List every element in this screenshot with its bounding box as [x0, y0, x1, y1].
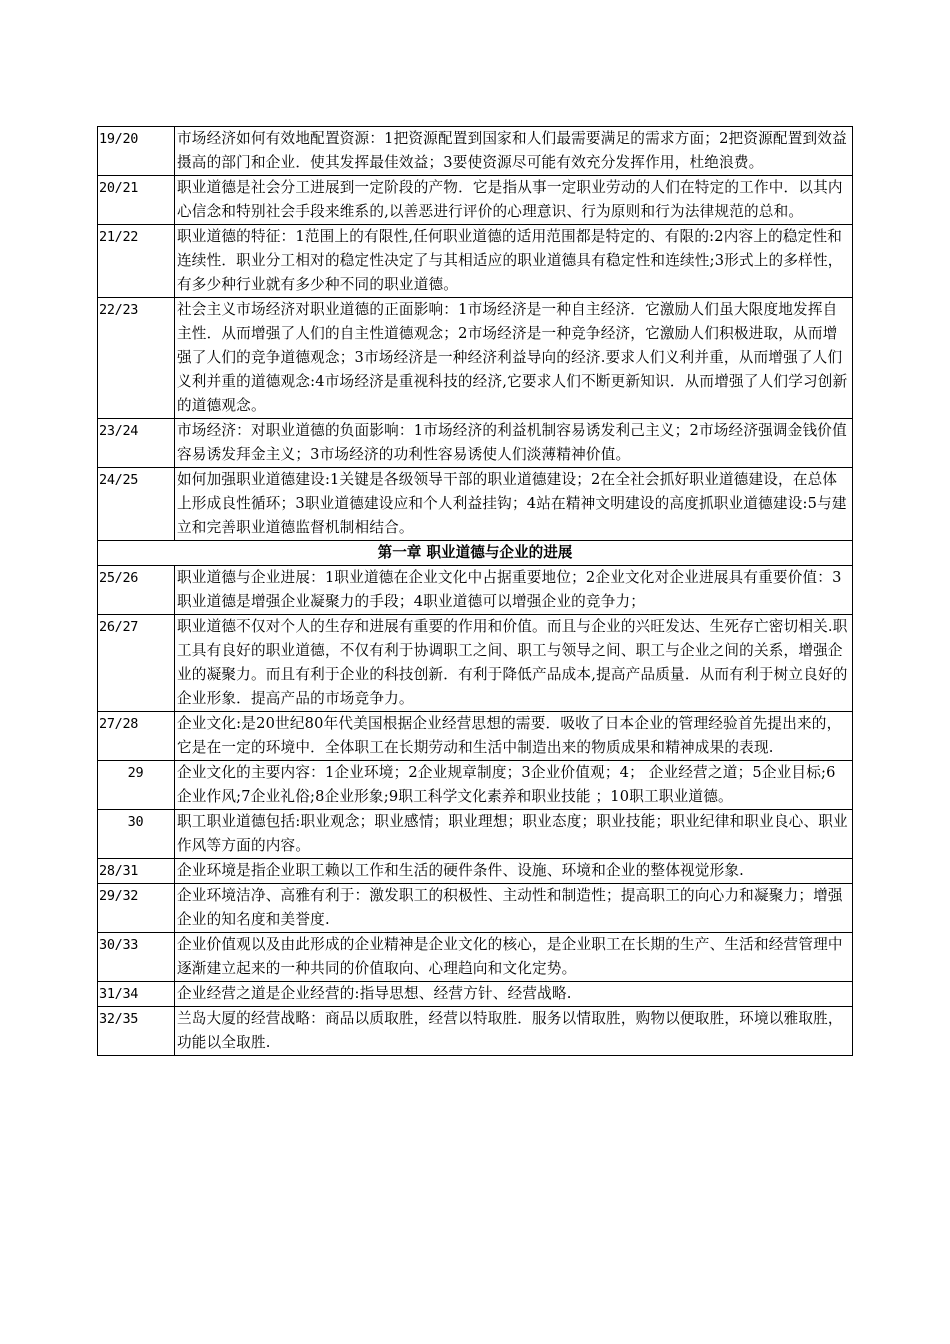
page-number-cell: 28/31: [98, 859, 175, 884]
content-cell: 市场经济：对职业道德的负面影响：1市场经济的利益机制容易诱发利己主义；2市场经济强调金钱价值容易诱发拜金主义；3市场经济的功利性容易诱使人们淡薄精神价值。: [175, 419, 853, 468]
content-table: [97, 126, 853, 1056]
table-row: [98, 982, 853, 1007]
table-row: [98, 566, 853, 615]
table-row: [98, 810, 853, 859]
table-row: [98, 176, 853, 225]
content-cell: 职业道德是社会分工进展到一定阶段的产物．它是指从事一定职业劳动的人们在特定的工作中．以其内心信念和特别社会手段来维系的,以善恶进行评价的心理意识、行为原则和行为法律规范的总和。: [175, 176, 853, 225]
page-number-cell: 29: [98, 761, 175, 810]
table-row: [98, 761, 853, 810]
table-row: [98, 1007, 853, 1056]
page-number-cell: 24/25: [98, 468, 175, 541]
page-number-cell: 32/35: [98, 1007, 175, 1056]
table-body: [98, 127, 853, 1056]
page-number-cell: 19/20: [98, 127, 175, 176]
page-number-cell: 23/24: [98, 419, 175, 468]
page-number-cell: 29/32: [98, 884, 175, 933]
content-cell: 如何加强职业道德建设:1关键是各级领导干部的职业道德建设；2在全社会抓好职业道德建设，在总体上形成良性循环；3职业道德建设应和个人利益挂钩；4站在精神文明建设的高度抓职业道德建设:5与建立和完善职业道德监督机制相结合。: [175, 468, 853, 541]
content-cell: 企业经营之道是企业经营的:指导思想、经营方针、经营战略.: [175, 982, 853, 1007]
content-cell: 市场经济如何有效地配置资源：1把资源配置到国家和人们最需要满足的需求方面；2把资源配置到效益摄高的部门和企业．使其发挥最佳效益；3要使资源尽可能有效充分发挥作用，杜绝浪费。: [175, 127, 853, 176]
content-cell: 兰岛大厦的经营战略：商品以质取胜，经营以特取胜．服务以情取胜，购物以便取胜，环境以雅取胜，功能以全取胜.: [175, 1007, 853, 1056]
page-number-cell: 25/26: [98, 566, 175, 615]
content-cell: 企业文化的主要内容：1企业环境；2企业规章制度；3企业价值观；4； 企业经营之道；5企业目标;6企业作风;7企业礼俗;8企业形象;9职工科学文化素养和职业技能 ；10职工职业道德。: [175, 761, 853, 810]
table-row: [98, 884, 853, 933]
page-number-cell: 31/34: [98, 982, 175, 1007]
content-cell: 企业环境洁净、高雅有利于：激发职工的积极性、主动性和制造性；提高职工的向心力和凝聚力；增强企业的知名度和美誉度.: [175, 884, 853, 933]
table-row: [98, 859, 853, 884]
content-cell: 职工职业道德包括:职业观念；职业感情；职业理想；职业态度；职业技能；职业纪律和职业良心、职业作风等方面的内容。: [175, 810, 853, 859]
page-number-cell: 27/28: [98, 712, 175, 761]
table-row: [98, 933, 853, 982]
content-cell: 社会主义市场经济对职业道德的正面影响：1市场经济是一种自主经济．它激励人们虽大限度地发挥自主性．从而增强了人们的自主性道德观念；2市场经济是一种竞争经济，它激励人们积极进取，从而增强了人们的竞争道德观念；3市场经济是一种经济利益导向的经济.要求人们义利并重，从而增强了人们义利并重的道德观念:4市场经济是重视科技的经济,它要求人们不断更新知识．从而增强了人们学习创新的道德观念。: [175, 298, 853, 419]
chapter-heading-row: [98, 541, 853, 566]
page-number-cell: 26/27: [98, 615, 175, 712]
table-row: [98, 615, 853, 712]
page-number-cell: 21/22: [98, 225, 175, 298]
page-number-cell: 30: [98, 810, 175, 859]
page-number-cell: 22/23: [98, 298, 175, 419]
chapter-heading: 第一章 职业道德与企业的进展: [98, 541, 853, 566]
page-number-cell: 20/21: [98, 176, 175, 225]
content-cell: 企业价值观以及由此形成的企业精神是企业文化的核心，是企业职工在长期的生产、生活和经营管理中逐渐建立起来的一种共同的价值取向、心理趋向和文化定势。: [175, 933, 853, 982]
content-cell: 企业环境是指企业职工赖以工作和生活的硬件条件、设施、环境和企业的整体视觉形象.: [175, 859, 853, 884]
table-row: [98, 225, 853, 298]
content-cell: 职业道德的特征：1范围上的有限性,任何职业道德的适用范围都是特定的、有限的:2内容上的稳定性和连续性．职业分工相对的稳定性决定了与其相适应的职业道德具有稳定性和连续性;3形式上的多样性，有多少种行业就有多少种不同的职业道德。: [175, 225, 853, 298]
page-number-cell: 30/33: [98, 933, 175, 982]
content-cell: 企业文化:是20世纪80年代美国根据企业经营思想的需要．吸收了日本企业的管理经验首先提出来的，它是在一定的环境中．全体职工在长期劳动和生活中制造出来的物质成果和精神成果的表现.: [175, 712, 853, 761]
table-row: [98, 712, 853, 761]
content-cell: 职业道德不仅对个人的生存和进展有重要的作用和价值。而且与企业的兴旺发达、生死存亡密切相关.职工具有良好的职业道德，不仅有利于协调职工之间、职工与领导之间、职工与企业之间的关系，增强企业的凝聚力。而且有利于企业的科技创新．有利于降低产品成本,提高产品质量．从而有利于树立良好的企业形象．提高产品的市场竞争力。: [175, 615, 853, 712]
table-row: [98, 419, 853, 468]
table-row: [98, 127, 853, 176]
table-row: [98, 468, 853, 541]
table-row: [98, 298, 853, 419]
content-cell: 职业道德与企业进展：1职业道德在企业文化中占据重要地位；2企业文化对企业进展具有重要价值：3职业道德是增强企业凝聚力的手段；4职业道德可以增强企业的竞争力；: [175, 566, 853, 615]
